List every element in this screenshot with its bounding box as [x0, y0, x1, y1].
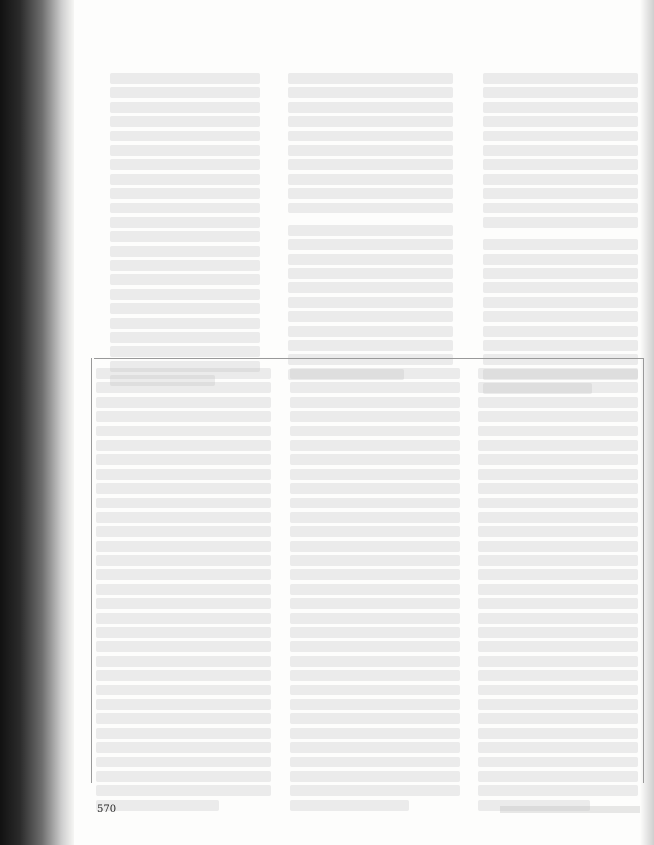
- illegible-text-line: [483, 174, 638, 185]
- illegible-text-line: [290, 670, 460, 681]
- illegible-text-line: [110, 246, 260, 257]
- illegible-text-line: [96, 757, 271, 768]
- illegible-text-line: [96, 555, 271, 566]
- illegible-text-line: [110, 116, 260, 127]
- illegible-text-line: [483, 217, 638, 228]
- illegible-text-line: [483, 326, 638, 337]
- book-binding-shadow: [0, 0, 74, 845]
- illegible-text-line: [288, 174, 453, 185]
- illegible-text-line: [478, 613, 638, 624]
- box-left-rule: [91, 358, 92, 783]
- illegible-text-line: [288, 254, 453, 265]
- illegible-text-line: [110, 231, 260, 242]
- illegible-text-line: [290, 742, 460, 753]
- illegible-text-line: [96, 382, 271, 393]
- illegible-text-line: [110, 131, 260, 142]
- illegible-text-line: [483, 145, 638, 156]
- illegible-text-line: [96, 569, 271, 580]
- illegible-text-line: [290, 584, 460, 595]
- illegible-text-line: [290, 713, 460, 724]
- illegible-text-line: [110, 73, 260, 84]
- illegible-text-line: [96, 526, 271, 537]
- illegible-text-line: [478, 584, 638, 595]
- illegible-text-line: [478, 685, 638, 696]
- illegible-text-line: [478, 598, 638, 609]
- illegible-text-line: [96, 512, 271, 523]
- illegible-text-line: [290, 598, 460, 609]
- illegible-text-line: [96, 368, 271, 379]
- illegible-text-line: [478, 713, 638, 724]
- illegible-text-line: [288, 311, 453, 322]
- illegible-text-line: [96, 641, 271, 652]
- illegible-text-line: [288, 225, 453, 236]
- illegible-text-line: [96, 771, 271, 782]
- illegible-text-line: [96, 613, 271, 624]
- illegible-text-line: [483, 159, 638, 170]
- illegible-text-line: [483, 87, 638, 98]
- illegible-text-line: [478, 757, 638, 768]
- illegible-text-line: [478, 656, 638, 667]
- illegible-text-line: [96, 627, 271, 638]
- illegible-text-line: [96, 440, 271, 451]
- illegible-text-line: [478, 469, 638, 480]
- illegible-text-line: [290, 426, 460, 437]
- illegible-text-line: [110, 159, 260, 170]
- illegible-text-line: [96, 454, 271, 465]
- illegible-text-line: [483, 131, 638, 142]
- illegible-text-line: [483, 102, 638, 113]
- illegible-text-line: [96, 656, 271, 667]
- illegible-text-line: [478, 728, 638, 739]
- illegible-text-line: [483, 254, 638, 265]
- illegible-text-line: [110, 274, 260, 285]
- illegible-text-line: [110, 145, 260, 156]
- illegible-text-line: [478, 699, 638, 710]
- illegible-text-line: [110, 303, 260, 314]
- illegible-text-line: [96, 584, 271, 595]
- illegible-text-line: [478, 627, 638, 638]
- illegible-text-line: [96, 498, 271, 509]
- footer-running-text: [500, 806, 640, 813]
- illegible-text-line: [288, 203, 453, 214]
- illegible-text-line: [483, 239, 638, 250]
- illegible-text-line: [483, 116, 638, 127]
- illegible-text-line: [478, 440, 638, 451]
- illegible-text-line: [290, 555, 460, 566]
- illegible-text-line: [290, 785, 460, 796]
- illegible-text-line: [96, 670, 271, 681]
- illegible-text-line: [96, 699, 271, 710]
- illegible-text-line: [290, 368, 460, 379]
- illegible-text-line: [110, 174, 260, 185]
- illegible-text-line: [290, 512, 460, 523]
- illegible-text-line: [290, 454, 460, 465]
- illegible-text-line: [110, 102, 260, 113]
- illegible-text-line: [478, 397, 638, 408]
- illegible-text-line: [96, 728, 271, 739]
- illegible-text-line: [288, 87, 453, 98]
- illegible-text-line: [110, 217, 260, 228]
- illegible-text-line: [96, 411, 271, 422]
- illegible-text-line: [290, 656, 460, 667]
- illegible-text-line: [478, 411, 638, 422]
- illegible-text-line: [290, 699, 460, 710]
- illegible-text-line: [288, 326, 453, 337]
- illegible-text-line: [288, 354, 453, 365]
- illegible-text-line: [110, 188, 260, 199]
- illegible-text-line: [290, 411, 460, 422]
- illegible-text-line: [290, 800, 409, 811]
- page-number: 570: [97, 804, 117, 815]
- illegible-text-line: [288, 282, 453, 293]
- illegible-text-line: [290, 728, 460, 739]
- illegible-text-line: [96, 598, 271, 609]
- illegible-text-line: [290, 483, 460, 494]
- illegible-text-line: [290, 382, 460, 393]
- box-top-rule: [94, 358, 644, 359]
- illegible-text-line: [288, 268, 453, 279]
- illegible-text-line: [290, 641, 460, 652]
- illegible-text-line: [478, 641, 638, 652]
- illegible-text-line: [478, 512, 638, 523]
- illegible-text-line: [110, 87, 260, 98]
- illegible-text-line: [290, 541, 460, 552]
- illegible-text-line: [96, 541, 271, 552]
- illegible-text-line: [290, 627, 460, 638]
- illegible-text-line: [478, 541, 638, 552]
- illegible-text-line: [96, 742, 271, 753]
- illegible-text-line: [288, 239, 453, 250]
- illegible-text-line: [290, 526, 460, 537]
- illegible-text-line: [110, 203, 260, 214]
- illegible-text-line: [478, 483, 638, 494]
- illegible-text-line: [290, 685, 460, 696]
- illegible-text-line: [290, 757, 460, 768]
- illegible-text-line: [478, 771, 638, 782]
- illegible-text-line: [290, 569, 460, 580]
- illegible-text-line: [478, 555, 638, 566]
- illegible-text-line: [478, 454, 638, 465]
- paragraph-gap: [288, 217, 453, 225]
- illegible-text-line: [483, 282, 638, 293]
- illegible-text-line: [478, 368, 638, 379]
- illegible-text-line: [288, 131, 453, 142]
- illegible-text-line: [290, 613, 460, 624]
- illegible-text-line: [483, 354, 638, 365]
- illegible-text-line: [290, 469, 460, 480]
- box-column-3: [478, 368, 638, 814]
- illegible-text-line: [96, 685, 271, 696]
- illegible-text-line: [478, 742, 638, 753]
- illegible-text-line: [290, 498, 460, 509]
- box-column-1: [96, 368, 271, 814]
- illegible-text-line: [478, 426, 638, 437]
- illegible-text-line: [483, 297, 638, 308]
- illegible-text-line: [96, 483, 271, 494]
- illegible-text-line: [96, 785, 271, 796]
- illegible-text-line: [110, 318, 260, 329]
- illegible-text-line: [290, 440, 460, 451]
- illegible-text-line: [478, 498, 638, 509]
- illegible-text-line: [288, 145, 453, 156]
- illegible-text-line: [478, 785, 638, 796]
- illegible-text-line: [483, 203, 638, 214]
- illegible-text-line: [478, 526, 638, 537]
- illegible-text-line: [288, 102, 453, 113]
- illegible-text-line: [288, 297, 453, 308]
- illegible-text-line: [288, 73, 453, 84]
- illegible-text-line: [288, 188, 453, 199]
- box-right-rule: [643, 358, 644, 783]
- box-caption: [97, 337, 637, 349]
- illegible-text-line: [478, 569, 638, 580]
- illegible-text-line: [483, 188, 638, 199]
- illegible-text-line: [288, 159, 453, 170]
- illegible-text-line: [290, 771, 460, 782]
- illegible-text-line: [110, 289, 260, 300]
- illegible-text-line: [478, 670, 638, 681]
- illegible-text-line: [290, 397, 460, 408]
- paragraph-gap: [483, 231, 638, 239]
- illegible-text-line: [483, 73, 638, 84]
- illegible-text-line: [478, 382, 638, 393]
- illegible-text-line: [96, 426, 271, 437]
- illegible-text-line: [483, 268, 638, 279]
- box-column-2: [290, 368, 460, 814]
- illegible-text-line: [96, 713, 271, 724]
- illegible-text-line: [483, 311, 638, 322]
- illegible-text-line: [288, 116, 453, 127]
- illegible-text-line: [96, 397, 271, 408]
- illegible-text-line: [110, 260, 260, 271]
- illegible-text-line: [96, 469, 271, 480]
